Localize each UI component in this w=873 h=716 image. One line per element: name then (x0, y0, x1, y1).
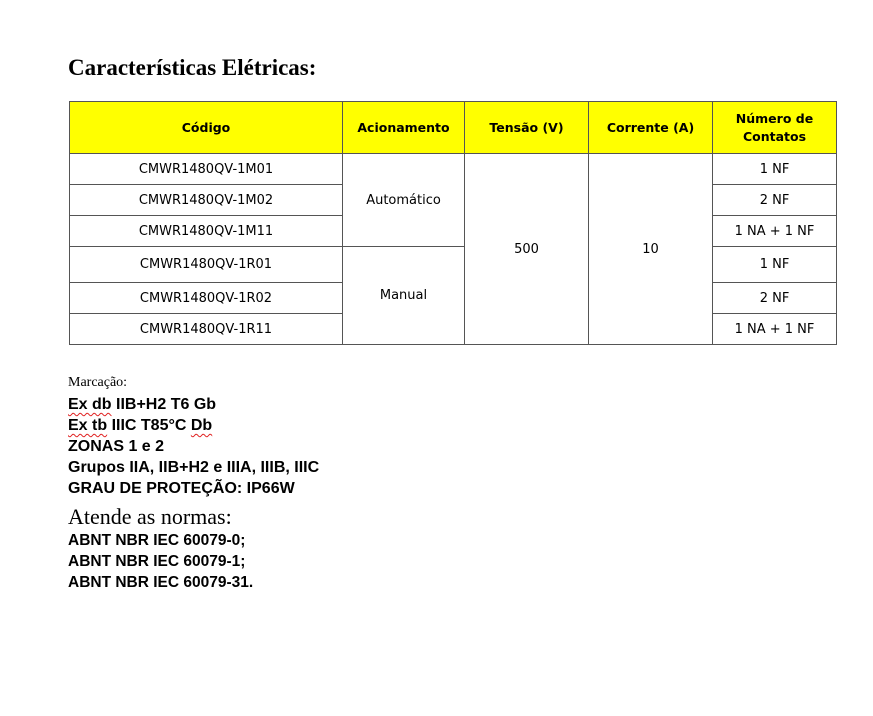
norma-item: ABNT NBR IEC 60079-0; (68, 532, 246, 549)
marking-db: Db (190, 417, 213, 434)
cell-acionamento-automatico: Automático (343, 154, 465, 247)
marcacao-label: Marcação: (68, 375, 128, 390)
marking-ex-db: Ex db (68, 396, 112, 413)
marking-ex-tb: Ex tb (68, 417, 108, 434)
header-corrente: Corrente (A) (589, 102, 713, 154)
header-tensao: Tensão (V) (465, 102, 589, 154)
marking-text: IIB+H2 T6 Gb (111, 396, 217, 413)
cell-acionamento-manual: Manual (343, 247, 465, 345)
cell-contatos: 1 NF (713, 247, 837, 283)
header-contatos-line1: Número de (735, 110, 814, 126)
header-contatos (713, 102, 837, 154)
normas-label: Atende as normas: (68, 504, 232, 529)
cell-tensao: 500 (465, 154, 589, 345)
marcacao-list (68, 394, 319, 499)
cell-contatos: 2 NF (713, 185, 837, 216)
header-codigo: Código (70, 102, 343, 154)
cell-codigo: CMWR1480QV-1R01 (70, 247, 343, 283)
marking-grupos: Grupos IIA, IIB+H2 e IIIA, IIIB, IIIC (68, 459, 320, 476)
table-header-row (70, 102, 837, 154)
cell-codigo: CMWR1480QV-1M02 (70, 185, 343, 216)
cell-codigo: CMWR1480QV-1M01 (70, 154, 343, 185)
marking-zonas: ZONAS 1 e 2 (68, 438, 165, 455)
table-row (70, 247, 837, 283)
marking-grau-protecao: GRAU DE PROTEÇÃO: IP66W (68, 480, 295, 497)
marking-line (68, 415, 319, 436)
cell-codigo: CMWR1480QV-1M11 (70, 216, 343, 247)
cell-corrente: 10 (589, 154, 713, 345)
norma-item: ABNT NBR IEC 60079-1; (68, 553, 246, 570)
page-title: Características Elétricas: (68, 55, 317, 80)
header-contatos-line2: Contatos (742, 128, 807, 144)
cell-contatos: 1 NA + 1 NF (713, 314, 837, 345)
normas-list (68, 530, 253, 593)
marking-text: IIIC T85°C (107, 417, 191, 434)
header-acionamento: Acionamento (343, 102, 465, 154)
norma-item: ABNT NBR IEC 60079-31. (68, 574, 254, 591)
cell-codigo: CMWR1480QV-1R11 (70, 314, 343, 345)
cell-codigo: CMWR1480QV-1R02 (70, 283, 343, 314)
marking-line (68, 394, 319, 415)
electrical-specs-table (69, 101, 837, 345)
cell-contatos: 1 NA + 1 NF (713, 216, 837, 247)
cell-contatos: 2 NF (713, 283, 837, 314)
cell-contatos: 1 NF (713, 154, 837, 185)
table-row (70, 154, 837, 185)
